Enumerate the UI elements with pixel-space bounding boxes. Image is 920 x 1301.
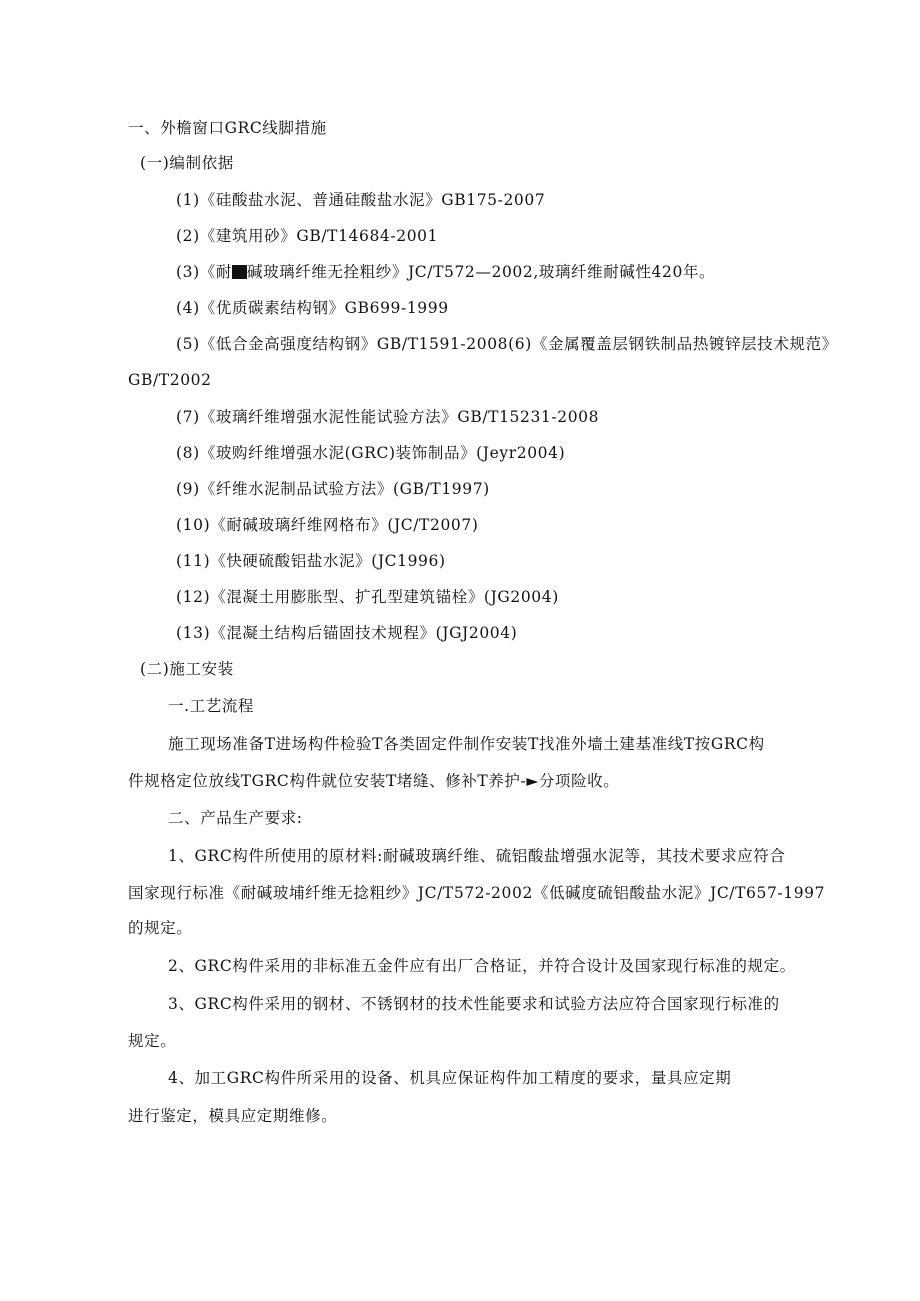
reference-item-continuation: GB/T2002 [128, 371, 212, 389]
basis-heading: (一)编制依据 [140, 154, 234, 172]
reference-item: (4)《优质碳素结构钢》GB699-1999 [176, 299, 449, 317]
requirement-text: 1、GRC构件所使用的原材料:耐碱玻璃纤维、硫铝酸盐增强水泥等，其技术要求应符合 [168, 847, 786, 865]
reference-item: (9)《纤维水泥制品试验方法》(GB/T1997) [176, 480, 490, 498]
requirements-title: 二、产品生产要求: [168, 809, 303, 827]
reference-3-end: 碱玻璃纤维无拴粗纱》JC/T572—2002,玻璃纤维耐碱性420年。 [246, 263, 716, 281]
requirement-text: 进行鉴定，模具应定期维修。 [128, 1107, 338, 1125]
requirement-text: 规定。 [128, 1032, 177, 1050]
redaction-block-icon [232, 265, 247, 279]
reference-item: (13)《混凝土结构后锚固技术规程》(JGJ2004) [176, 624, 518, 642]
process-text: 施工现场准备T进场构件检验T各类固定件制作安装T找准外墙土建基准线T按GRC构 [168, 735, 765, 753]
requirement-text: 国家现行标准《耐碱玻埔纤维无捻粗纱》JC/T572-2002《低碱度硫铝酸盐水泥》JC/T657-1997 [128, 884, 826, 902]
reference-3-start: (3)《耐 [176, 263, 232, 281]
requirement-text: 3、GRC构件采用的钢材、不锈钢材的技术性能要求和试验方法应符合国家现行标准的 [168, 995, 780, 1013]
reference-item: (12)《混凝土用膨胀型、扩孔型建筑锚栓》(JG2004) [176, 588, 559, 606]
requirement-text: 2、GRC构件采用的非标准五金件应有出厂合格证，并符合设计及国家现行标准的规定。 [168, 957, 796, 975]
reference-item: (5)《低合金高强度结构钢》GB/T1591-2008(6)《金属覆盖层钢铁制品热镀锌层技术规范》 [176, 335, 838, 353]
section-title: 一、外檐窗口GRC线脚措施 [128, 119, 327, 137]
process-title: 一.工艺流程 [168, 697, 255, 715]
reference-item: (7)《玻璃纤维增强水泥性能试验方法》GB/T15231-2008 [176, 408, 600, 426]
reference-item: (8)《玻购纤维增强水泥(GRC)装饰制品》(Jeyr2004) [176, 444, 566, 462]
reference-item: (2)《建筑用砂》GB/T14684-2001 [176, 227, 439, 245]
reference-item [176, 262, 715, 282]
reference-item: (10)《耐碱玻璃纤维网格布》(JC/T2007) [176, 516, 479, 534]
reference-item: (11)《快硬硫酸铝盐水泥》(JC1996) [176, 552, 446, 570]
requirement-text: 4、加工GRC构件所采用的设备、机具应保证构件加工精度的要求，量具应定期 [168, 1069, 732, 1087]
reference-item: (1)《硅酸盐水泥、普通硅酸盐水泥》GB175-2007 [176, 191, 546, 209]
process-text: 件规格定位放线TGRC构件就位安装T堵缝、修补T养护-►分项险收。 [128, 772, 620, 790]
requirement-text: 的规定。 [128, 919, 193, 937]
install-heading: (二)施工安装 [140, 660, 234, 678]
